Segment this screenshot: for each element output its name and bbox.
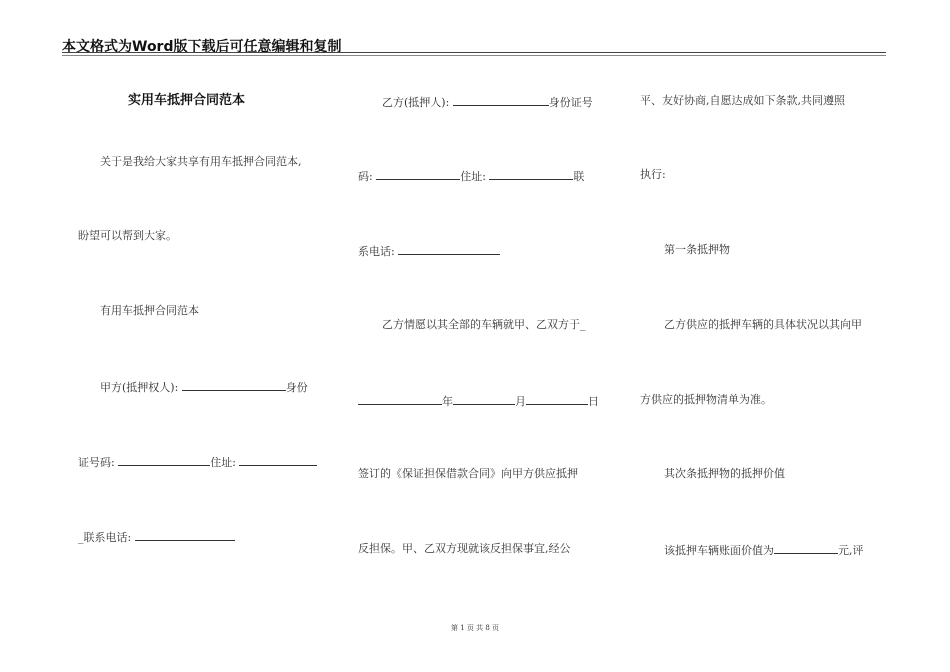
paragraph-line: 盼望可以帮到大家。: [78, 229, 177, 242]
id-number-label: 证号码:: [78, 456, 119, 469]
section-heading: 其次条抵押物的抵押价值: [664, 467, 785, 480]
paragraph-line: 乙方情愿以其全部的车辆就甲、乙双方于_: [382, 318, 586, 331]
page-number: 第 1 页 共 8 页: [450, 624, 500, 632]
phone-label: _联系电话:: [78, 531, 135, 544]
document-title: 实用车抵押合同范本: [128, 93, 246, 108]
code-address-line: [358, 168, 584, 184]
id-address-line: [78, 454, 317, 470]
value-unit: 元,评: [838, 544, 864, 557]
address-label: 住址:: [460, 170, 490, 183]
id-number-blank: [118, 454, 210, 466]
id-label: 身份: [285, 381, 308, 394]
party-b-label: 乙方(抵押人):: [382, 96, 453, 109]
month-blank: [453, 393, 515, 405]
code-label: 码:: [358, 170, 377, 183]
paragraph-line: 签订的《保证担保借款合同》向甲方供应抵押: [358, 467, 578, 480]
paragraph-line: 平、友好协商,自愿达成如下条款,共同遵照: [640, 94, 845, 107]
party-a-line: [100, 379, 308, 395]
column-3: [630, 0, 930, 640]
party-b-line: [382, 94, 593, 110]
phone-blank: [135, 529, 235, 541]
paragraph-line: 关于是我给大家共享有用车抵押合同范本,: [100, 155, 302, 168]
paragraph-line: 反担保。甲、乙双方现就该反担保事宜,经公: [358, 542, 571, 555]
date-line: [358, 393, 599, 409]
paragraph-line: 乙方供应的抵押车辆的具体状况以其向甲: [664, 318, 862, 331]
column-2: [340, 0, 630, 640]
value-blank: [774, 542, 838, 554]
party-a-label: 甲方(抵押权人):: [100, 381, 182, 394]
party-b-blank: [453, 94, 549, 106]
address-label: 住址:: [210, 456, 240, 469]
address-blank: [489, 168, 573, 180]
paragraph-line: 有用车抵押合同范本: [100, 304, 199, 317]
day-label: 日: [588, 395, 599, 408]
phone-line: [78, 529, 235, 545]
phone-blank: [398, 243, 500, 255]
phone-label: 系电话:: [358, 245, 399, 258]
address-blank: [239, 454, 317, 466]
day-blank: [526, 393, 588, 405]
value-label: 该抵押车辆账面价值为: [664, 544, 774, 557]
section-heading: 第一条抵押物: [664, 243, 730, 256]
value-line: [664, 542, 864, 558]
phone-line: [358, 243, 500, 259]
paragraph-line: 方供应的抵押物清单为准。: [640, 393, 772, 406]
code-blank: [376, 168, 460, 180]
contact-label: 联: [573, 170, 585, 183]
paragraph-line: 执行:: [640, 168, 666, 181]
document-header: 本文格式为Word版下载后可任意编辑和复制: [62, 39, 342, 55]
party-a-blank: [182, 379, 286, 391]
year-label: 年: [442, 395, 453, 408]
id-label: 身份证号: [548, 96, 593, 109]
month-label: 月: [515, 395, 526, 408]
year-blank: [358, 393, 442, 405]
column-1: [0, 0, 330, 640]
